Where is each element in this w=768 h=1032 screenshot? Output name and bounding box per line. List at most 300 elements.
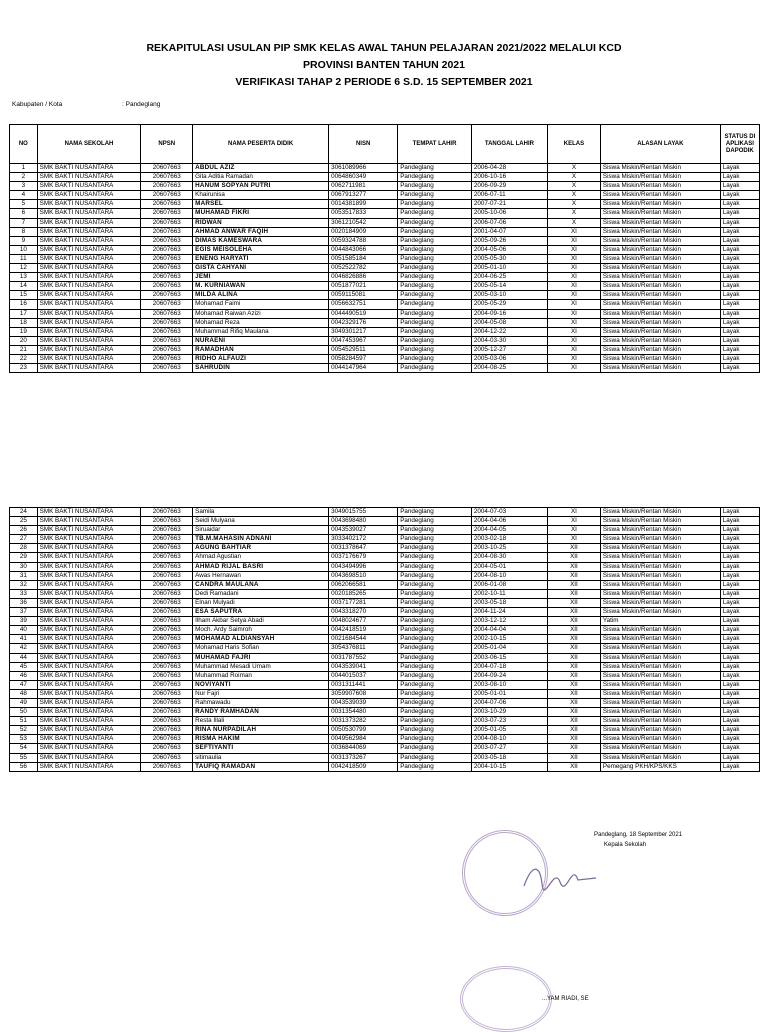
- table-cell: 20607663: [141, 227, 193, 236]
- table-cell: Layak: [720, 191, 759, 200]
- table-row: [10, 309, 760, 318]
- table-cell: XI: [547, 364, 600, 373]
- table-row: [10, 318, 760, 327]
- table-cell: 40: [10, 626, 38, 635]
- table-cell: TB.M.MAHASIN ADNANI: [193, 535, 329, 544]
- table-cell: XI: [547, 354, 600, 363]
- column-header: NPSN: [141, 125, 193, 164]
- table-row: [10, 580, 760, 589]
- table-cell: Siswa Miskin/Rentan Miskin: [600, 191, 720, 200]
- table-cell: SMK BAKTI NUSANTARA: [37, 318, 141, 327]
- table-cell: Pandeglang: [398, 571, 472, 580]
- table-cell: 20607663: [141, 671, 193, 680]
- table-cell: 0043698510: [329, 571, 398, 580]
- table-cell: XII: [547, 589, 600, 598]
- table-cell: XI: [547, 336, 600, 345]
- table-cell: 2004-07-03: [471, 508, 547, 517]
- table-cell: Muhammad Mesadi Umam: [193, 662, 329, 671]
- table-cell: Pandeglang: [398, 744, 472, 753]
- table-cell: Samila: [193, 508, 329, 517]
- table-cell: Gita Aditia Ramadan: [193, 173, 329, 182]
- table-cell: 2006-01-08: [471, 580, 547, 589]
- table-cell: 2005-10-06: [471, 209, 547, 218]
- table-cell: Pandeglang: [398, 336, 472, 345]
- table-cell: Muhammad Roiman: [193, 671, 329, 680]
- table-cell: Siswa Miskin/Rentan Miskin: [600, 200, 720, 209]
- table-cell: RISMA HAKIM: [193, 735, 329, 744]
- table-cell: SMK BAKTI NUSANTARA: [37, 689, 141, 698]
- table-cell: 0044147964: [329, 364, 398, 373]
- table-cell: SMK BAKTI NUSANTARA: [37, 282, 141, 291]
- table-row: [10, 562, 760, 571]
- table-cell: SMK BAKTI NUSANTARA: [37, 254, 141, 263]
- table-cell: Resta Illali: [193, 717, 329, 726]
- table-cell: SMK BAKTI NUSANTARA: [37, 364, 141, 373]
- table-cell: Pandeglang: [398, 345, 472, 354]
- table-cell: Pandeglang: [398, 200, 472, 209]
- table-cell: 0031378647: [329, 544, 398, 553]
- table-cell: Pandeglang: [398, 553, 472, 562]
- table-cell: 2005-03-10: [471, 291, 547, 300]
- table-cell: SMK BAKTI NUSANTARA: [37, 535, 141, 544]
- table-cell: 0021684544: [329, 635, 398, 644]
- table-cell: Pandeglang: [398, 726, 472, 735]
- table-cell: 20607663: [141, 598, 193, 607]
- table-cell: 2004-05-08: [471, 318, 547, 327]
- table-cell: Layak: [720, 173, 759, 182]
- table-cell: Siswa Miskin/Rentan Miskin: [600, 273, 720, 282]
- table-cell: X: [547, 209, 600, 218]
- table-cell: Siswa Miskin/Rentan Miskin: [600, 653, 720, 662]
- table-cell: Pandeglang: [398, 689, 472, 698]
- table-cell: 0051585184: [329, 254, 398, 263]
- table-cell: XI: [547, 273, 600, 282]
- table-cell: SMK BAKTI NUSANTARA: [37, 617, 141, 626]
- table-cell: Pandeglang: [398, 589, 472, 598]
- table-cell: 2005-12-27: [471, 345, 547, 354]
- table-row: [10, 535, 760, 544]
- table-cell: Layak: [720, 544, 759, 553]
- table-cell: 0049562984: [329, 735, 398, 744]
- table-cell: Siruaidar: [193, 526, 329, 535]
- table-cell: XI: [547, 517, 600, 526]
- table-cell: SMK BAKTI NUSANTARA: [37, 336, 141, 345]
- table-cell: SMK BAKTI NUSANTARA: [37, 553, 141, 562]
- table-cell: SMK BAKTI NUSANTARA: [37, 571, 141, 580]
- table-cell: Awas Hernawan: [193, 571, 329, 580]
- table-cell: Layak: [720, 608, 759, 617]
- table-cell: 2004-04-06: [471, 517, 547, 526]
- table-cell: 2003-12-12: [471, 617, 547, 626]
- table-cell: Layak: [720, 589, 759, 598]
- table-cell: 2004-12-22: [471, 327, 547, 336]
- table-cell: Pandeglang: [398, 544, 472, 553]
- table-cell: Pandeglang: [398, 526, 472, 535]
- table-cell: 2005-01-10: [471, 264, 547, 273]
- table-cell: Layak: [720, 562, 759, 571]
- table-row: [10, 200, 760, 209]
- table-cell: 20607663: [141, 345, 193, 354]
- table-cell: XII: [547, 571, 600, 580]
- table-cell: XII: [547, 680, 600, 689]
- table-cell: Layak: [720, 254, 759, 263]
- table-cell: 0042418519: [329, 626, 398, 635]
- table-cell: 17: [10, 309, 38, 318]
- table-cell: Pandeglang: [398, 227, 472, 236]
- signature: [520, 856, 600, 896]
- table-cell: SMK BAKTI NUSANTARA: [37, 245, 141, 254]
- table-cell: Pandeglang: [398, 318, 472, 327]
- table-cell: 3033402172: [329, 535, 398, 544]
- table-row: [10, 680, 760, 689]
- table-cell: XII: [547, 562, 600, 571]
- table-cell: Siswa Miskin/Rentan Miskin: [600, 535, 720, 544]
- table-cell: 20607663: [141, 327, 193, 336]
- table-cell: Pandeglang: [398, 182, 472, 191]
- table-cell: SMK BAKTI NUSANTARA: [37, 608, 141, 617]
- table-cell: Layak: [720, 364, 759, 373]
- table-cell: Rahmawadu: [193, 698, 329, 707]
- table-cell: SMK BAKTI NUSANTARA: [37, 508, 141, 517]
- place-date: Pandeglang, 18 September 2021: [594, 832, 683, 838]
- table-cell: Siswa Miskin/Rentan Miskin: [600, 717, 720, 726]
- table-cell: SMK BAKTI NUSANTARA: [37, 327, 141, 336]
- table-cell: 0043539039: [329, 698, 398, 707]
- table-cell: Layak: [720, 598, 759, 607]
- table-cell: 0020185265: [329, 589, 398, 598]
- table-cell: 2004-08-10: [471, 571, 547, 580]
- table-cell: Nur Fajri: [193, 689, 329, 698]
- table-cell: 20607663: [141, 580, 193, 589]
- table-cell: 2004-06-25: [471, 273, 547, 282]
- table-cell: M. KURNIAWAN: [193, 282, 329, 291]
- table-cell: 39: [10, 617, 38, 626]
- table-cell: 0037177281: [329, 598, 398, 607]
- table-cell: 2003-10-25: [471, 544, 547, 553]
- table-cell: 20607663: [141, 753, 193, 762]
- table-cell: Layak: [720, 508, 759, 517]
- table-cell: Siswa Miskin/Rentan Miskin: [600, 318, 720, 327]
- table-cell: 25: [10, 517, 38, 526]
- table-cell: 2006-10-16: [471, 173, 547, 182]
- table-cell: SMK BAKTI NUSANTARA: [37, 735, 141, 744]
- table-cell: 20607663: [141, 273, 193, 282]
- table-cell: XII: [547, 717, 600, 726]
- table-cell: Siswa Miskin/Rentan Miskin: [600, 508, 720, 517]
- table-cell: 2004-05-01: [471, 562, 547, 571]
- table-cell: Siswa Miskin/Rentan Miskin: [600, 209, 720, 218]
- table-cell: 20607663: [141, 200, 193, 209]
- table-cell: 0031373267: [329, 753, 398, 762]
- table-cell: 2005-05-30: [471, 254, 547, 263]
- table-cell: Muhammad Rifiq Maulana: [193, 327, 329, 336]
- title-line-2: PROVINSI BANTEN TAHUN 2021: [302, 59, 465, 71]
- table-cell: HANUM SOPYAN PUTRI: [193, 182, 329, 191]
- table-row: [10, 236, 760, 245]
- column-header: TEMPAT LAHIR: [398, 125, 472, 164]
- table-cell: Layak: [720, 717, 759, 726]
- table-cell: 46: [10, 671, 38, 680]
- table-cell: Layak: [720, 580, 759, 589]
- table-cell: MILDA ALINA: [193, 291, 329, 300]
- table-cell: RINA NURPADILAH: [193, 726, 329, 735]
- table-cell: 2005-05-29: [471, 300, 547, 309]
- column-header: NISN: [329, 125, 398, 164]
- table-cell: Layak: [720, 571, 759, 580]
- table-cell: Siswa Miskin/Rentan Miskin: [600, 291, 720, 300]
- table-cell: 2003-05-18: [471, 753, 547, 762]
- table-cell: Pandeglang: [398, 535, 472, 544]
- table-cell: 20607663: [141, 698, 193, 707]
- table-cell: 49: [10, 698, 38, 707]
- table-cell: XII: [547, 689, 600, 698]
- column-header: TANGGAL LAHIR: [471, 125, 547, 164]
- table-cell: 2003-02-18: [471, 535, 547, 544]
- table-cell: 52: [10, 726, 38, 735]
- table-row: [10, 508, 760, 517]
- table-cell: Pandeglang: [398, 562, 472, 571]
- table-cell: SMK BAKTI NUSANTARA: [37, 300, 141, 309]
- table-header-row: [10, 125, 760, 164]
- table-cell: NOVIYANTI: [193, 680, 329, 689]
- column-header: NAMA SEKOLAH: [37, 125, 141, 164]
- table-row: [10, 717, 760, 726]
- table-cell: XII: [547, 698, 600, 707]
- table-cell: 20607663: [141, 245, 193, 254]
- document-header: [0, 40, 768, 91]
- table-cell: XII: [547, 762, 600, 771]
- table-cell: 14: [10, 282, 38, 291]
- table-cell: Pandeglang: [398, 580, 472, 589]
- table-cell: AHMAD ANWAR FAQIH: [193, 227, 329, 236]
- table-cell: SMK BAKTI NUSANTARA: [37, 191, 141, 200]
- table-cell: Moch. Ardy Saimroh: [193, 626, 329, 635]
- table-cell: Layak: [720, 726, 759, 735]
- table-cell: 20607663: [141, 264, 193, 273]
- table-cell: Pandeglang: [398, 617, 472, 626]
- table-cell: Pandeglang: [398, 708, 472, 717]
- table-cell: MOHAMAD ALDIANSYAH: [193, 635, 329, 644]
- table-cell: 11: [10, 254, 38, 263]
- table-cell: Siswa Miskin/Rentan Miskin: [600, 635, 720, 644]
- table-cell: 0036844069: [329, 744, 398, 753]
- table-cell: Pandeglang: [398, 254, 472, 263]
- table-cell: SMK BAKTI NUSANTARA: [37, 726, 141, 735]
- table-cell: XI: [547, 291, 600, 300]
- table-cell: Pandeglang: [398, 209, 472, 218]
- table-cell: 3049015755: [329, 508, 398, 517]
- table-cell: 0064860349: [329, 173, 398, 182]
- table-cell: GISTA CAHYANI: [193, 264, 329, 273]
- table-cell: Siswa Miskin/Rentan Miskin: [600, 264, 720, 273]
- table-cell: Mohamad Reza: [193, 318, 329, 327]
- table-cell: SMK BAKTI NUSANTARA: [37, 644, 141, 653]
- table-cell: SMK BAKTI NUSANTARA: [37, 753, 141, 762]
- table-cell: Mohamad Faimi: [193, 300, 329, 309]
- table-cell: Pandeglang: [398, 264, 472, 273]
- table-cell: 22: [10, 354, 38, 363]
- table-cell: 20607663: [141, 562, 193, 571]
- table-cell: 0020184909: [329, 227, 398, 236]
- table-cell: 2004-08-10: [471, 735, 547, 744]
- table-cell: Layak: [720, 626, 759, 635]
- table-row: [10, 553, 760, 562]
- table-row: [10, 282, 760, 291]
- table-cell: Layak: [720, 182, 759, 191]
- table-cell: SMK BAKTI NUSANTARA: [37, 218, 141, 227]
- table-cell: 0043698480: [329, 517, 398, 526]
- table-cell: 2004-08-30: [471, 553, 547, 562]
- table-cell: SMK BAKTI NUSANTARA: [37, 653, 141, 662]
- table-cell: 2004-08-25: [471, 364, 547, 373]
- table-cell: 0053517833: [329, 209, 398, 218]
- table-cell: 20607663: [141, 354, 193, 363]
- table-cell: 31: [10, 571, 38, 580]
- table-row: [10, 698, 760, 707]
- table-cell: XII: [547, 744, 600, 753]
- table-cell: Siswa Miskin/Rentan Miskin: [600, 164, 720, 173]
- table-cell: Layak: [720, 617, 759, 626]
- column-header: STATUS DI APLIKASI DAPODIK: [720, 125, 759, 164]
- table-cell: 2004-04-04: [471, 626, 547, 635]
- table-cell: 20607663: [141, 608, 193, 617]
- table-cell: Siswa Miskin/Rentan Miskin: [600, 245, 720, 254]
- table-cell: Pandeglang: [398, 191, 472, 200]
- table-row: [10, 182, 760, 191]
- table-row: [10, 589, 760, 598]
- table-cell: 0050530799: [329, 726, 398, 735]
- table-cell: XII: [547, 653, 600, 662]
- table-cell: 41: [10, 635, 38, 644]
- table-cell: 0059324788: [329, 236, 398, 245]
- table-cell: 20607663: [141, 735, 193, 744]
- table-cell: RIDHO ALFAUZI: [193, 354, 329, 363]
- student-table-part-2: [9, 507, 760, 772]
- table-cell: Layak: [720, 644, 759, 653]
- table-cell: 24: [10, 508, 38, 517]
- table-cell: ESA SAPUTRA: [193, 608, 329, 617]
- table-cell: 0014381899: [329, 200, 398, 209]
- table-cell: 0031354480: [329, 708, 398, 717]
- table-cell: 30: [10, 562, 38, 571]
- table-cell: 7: [10, 218, 38, 227]
- table-cell: XI: [547, 300, 600, 309]
- table-cell: Siswa Miskin/Rentan Miskin: [600, 589, 720, 598]
- table-cell: EGIS MEISOLEHA: [193, 245, 329, 254]
- table-row: [10, 336, 760, 345]
- table-cell: SMK BAKTI NUSANTARA: [37, 273, 141, 282]
- table-cell: XII: [547, 735, 600, 744]
- table-cell: XI: [547, 508, 600, 517]
- table-cell: 20: [10, 336, 38, 345]
- table-cell: Layak: [720, 300, 759, 309]
- table-cell: 2004-07-18: [471, 662, 547, 671]
- table-row: [10, 164, 760, 173]
- table-cell: 9: [10, 236, 38, 245]
- table-cell: 0062066581: [329, 580, 398, 589]
- table-row: [10, 571, 760, 580]
- table-cell: 8: [10, 227, 38, 236]
- table-cell: 0043539027: [329, 526, 398, 535]
- table-cell: 0031311441: [329, 680, 398, 689]
- table-cell: Layak: [720, 517, 759, 526]
- table-cell: Layak: [720, 735, 759, 744]
- table-cell: XI: [547, 327, 600, 336]
- table-cell: XI: [547, 264, 600, 273]
- table-cell: 20607663: [141, 318, 193, 327]
- table-cell: 56: [10, 762, 38, 771]
- table-cell: 20607663: [141, 364, 193, 373]
- table-cell: SMK BAKTI NUSANTARA: [37, 598, 141, 607]
- table-cell: Siswa Miskin/Rentan Miskin: [600, 282, 720, 291]
- table-cell: Pandeglang: [398, 517, 472, 526]
- table-cell: Layak: [720, 762, 759, 771]
- table-cell: Layak: [720, 282, 759, 291]
- table-cell: Pandeglang: [398, 354, 472, 363]
- table-cell: Siswa Miskin/Rentan Miskin: [600, 698, 720, 707]
- table-row: [10, 517, 760, 526]
- table-cell: Pandeglang: [398, 309, 472, 318]
- table-cell: 2003-10-29: [471, 708, 547, 717]
- table-cell: Ahmad Agustian: [193, 553, 329, 562]
- table-cell: 2003-07-27: [471, 744, 547, 753]
- kabupaten-label: Kabupaten / Kota: [12, 101, 63, 108]
- table-cell: Pandeglang: [398, 698, 472, 707]
- table-row: [10, 608, 760, 617]
- table-cell: Seidi Mulyana: [193, 517, 329, 526]
- title-line-1: REKAPITULASI USULAN PIP SMK KELAS AWAL TAHUN PELAJARAN 2021/2022 MELALUI KCD: [146, 42, 622, 54]
- table-cell: Siswa Miskin/Rentan Miskin: [600, 689, 720, 698]
- table-row: [10, 254, 760, 263]
- table-cell: XII: [547, 626, 600, 635]
- table-cell: Siswa Miskin/Rentan Miskin: [600, 182, 720, 191]
- table-cell: Layak: [720, 273, 759, 282]
- table-cell: 16: [10, 300, 38, 309]
- table-cell: Layak: [720, 635, 759, 644]
- table-cell: XI: [547, 309, 600, 318]
- table-cell: Siswa Miskin/Rentan Miskin: [600, 526, 720, 535]
- table-cell: Siswa Miskin/Rentan Miskin: [600, 726, 720, 735]
- table-cell: Siswa Miskin/Rentan Miskin: [600, 218, 720, 227]
- table-cell: Pandeglang: [398, 762, 472, 771]
- table-cell: Layak: [720, 345, 759, 354]
- table-cell: Pandeglang: [398, 291, 472, 300]
- table-cell: 2: [10, 173, 38, 182]
- table-row: [10, 689, 760, 698]
- table-cell: SMK BAKTI NUSANTARA: [37, 264, 141, 273]
- table-cell: 20607663: [141, 589, 193, 598]
- table-cell: Siswa Miskin/Rentan Miskin: [600, 608, 720, 617]
- table-cell: SMK BAKTI NUSANTARA: [37, 209, 141, 218]
- table-cell: Layak: [720, 535, 759, 544]
- table-cell: Pandeglang: [398, 236, 472, 245]
- table-cell: 2005-01-01: [471, 689, 547, 698]
- table-cell: 53: [10, 735, 38, 744]
- table-cell: 2004-05-06: [471, 245, 547, 254]
- table-row: [10, 653, 760, 662]
- table-cell: 2004-09-24: [471, 671, 547, 680]
- table-cell: Siswa Miskin/Rentan Miskin: [600, 571, 720, 580]
- table-cell: 0059115081: [329, 291, 398, 300]
- table-cell: Siswa Miskin/Rentan Miskin: [600, 517, 720, 526]
- table-cell: 2005-09-26: [471, 236, 547, 245]
- table-cell: Pandeglang: [398, 635, 472, 644]
- signer-role: Kepala Sekolah: [604, 842, 647, 848]
- table-cell: XI: [547, 345, 600, 354]
- table-cell: CANDRA MAULANA: [193, 580, 329, 589]
- table-cell: JEMI: [193, 273, 329, 282]
- table-cell: 19: [10, 327, 38, 336]
